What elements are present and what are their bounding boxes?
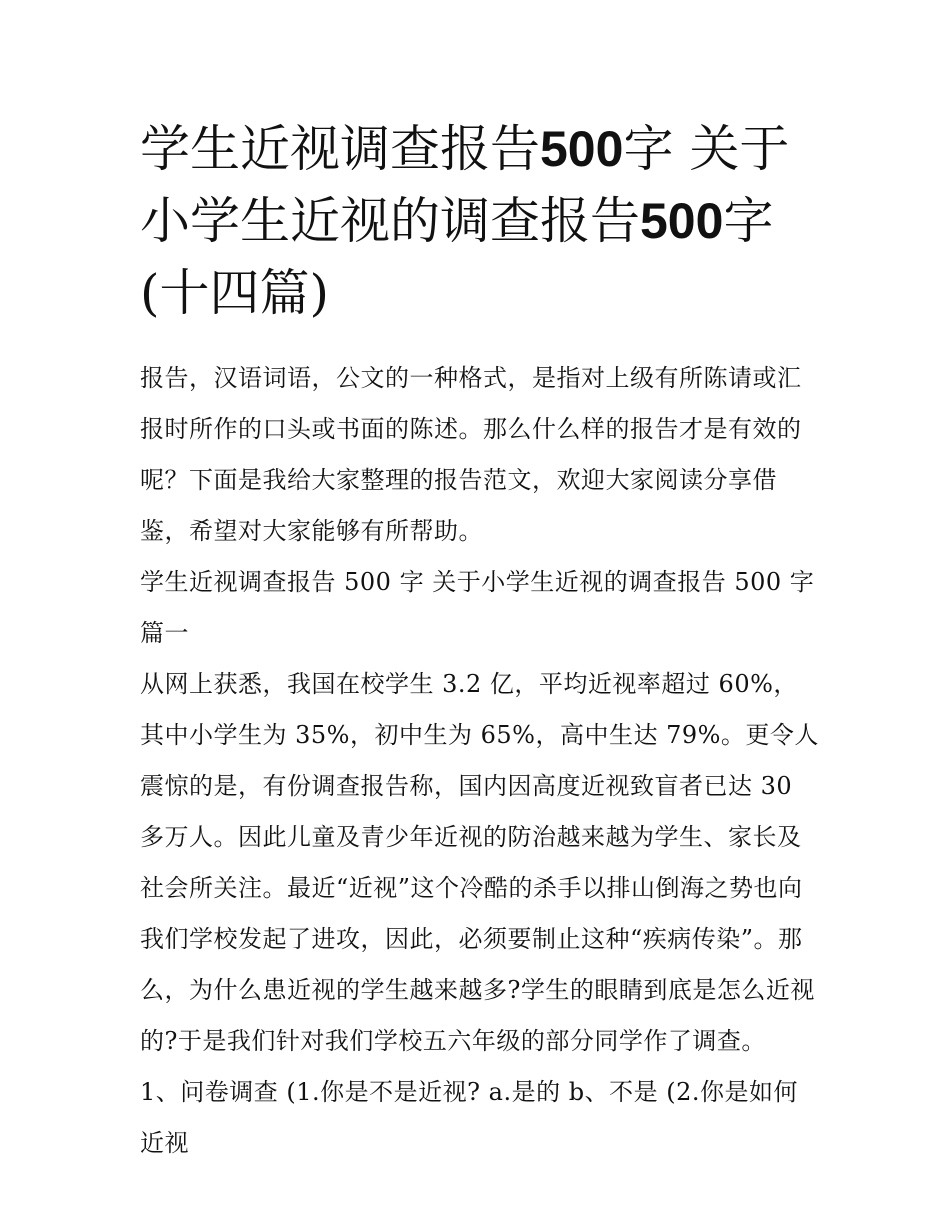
title-number-1: 500 <box>540 121 624 177</box>
intro-paragraph: 报告，汉语词语，公文的一种格式，是指对上级有所陈请或汇报时所作的口头或书面的陈述。那么什么样的报告才是有效的呢？下面是我给大家整理的报告范文，欢迎大家阅读分享借鉴，希望对大家能够有所帮助。 <box>140 364 802 545</box>
title-text-1: 学生近视调查报告 <box>140 120 540 178</box>
main-paragraph: 从网上获悉，我国在校学生 3.2 亿，平均近视率超过 60%，其中小学生为 35%，初中生为 65%，高中生达 79%。更令人震惊的是，有份调查报告称，国内因高度近视致盲者已达 30 多万人。因此儿童及青少年近视的防治越来越为学生、家长及社会所关注。最近“近视”这个冷酷的杀手以排山倒海之势也向我们学校发起了进攻，因此，必须要制止这种“疾病传染”。那么，为什么患近视的学生越来越多?学生的眼睛到底是怎么近视的?于是我们针对我们学校五六年级的部分同学作了调查。 <box>140 670 819 1055</box>
title-number-2: 500 <box>640 193 724 249</box>
title-text-2: 字 关于小学生近视的调查报告 <box>140 120 790 250</box>
section-heading: 学生近视调查报告 500 字 关于小学生近视的调查报告 500 字篇一 <box>140 568 815 647</box>
document-title <box>140 113 830 329</box>
title-text-3: 字(十四篇) <box>140 192 774 322</box>
survey-line: 1、问卷调查 (1.你是不是近视? a.是的 b、不是 (2.你是如何近视 <box>140 1078 798 1157</box>
